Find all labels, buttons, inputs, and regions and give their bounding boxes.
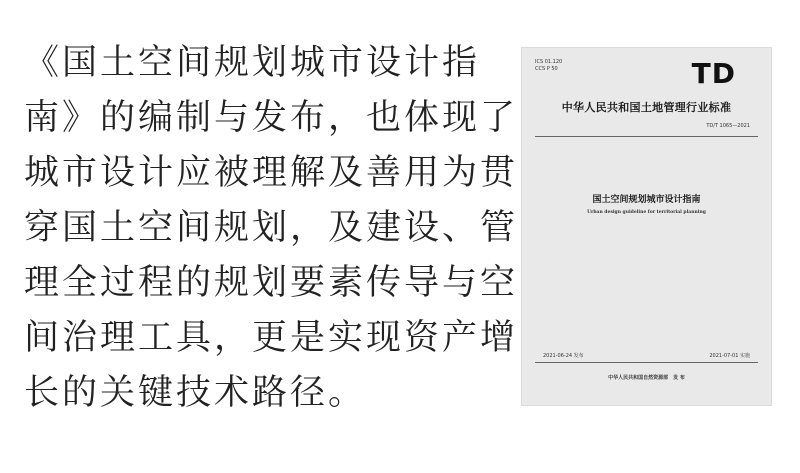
cover-classification: [535, 59, 562, 73]
cover-divider-top: [535, 136, 758, 137]
cover-logo: TD: [691, 57, 736, 90]
cover-standard-type: 中华人民共和国土地管理行业标准: [561, 101, 732, 114]
cover-issue-date: 2021-06-24 发布: [543, 353, 584, 359]
cover-ccs: CCS P 50: [535, 66, 558, 72]
cover-standard-code: TD/T 1065—2021: [706, 123, 750, 129]
paragraph-line-6: 间治理工具，更是实现资产增: [24, 318, 519, 358]
paragraph-line-4: 穿国土空间规划，及建设、管: [24, 208, 519, 248]
cover-ics: ICS 01.120: [535, 59, 563, 65]
cover-divider-bottom: [535, 362, 758, 363]
cover-subtitle: Urban design guideline for territorial planning: [587, 210, 706, 215]
paragraph-line-5: 理全过程的规划要素传导与空: [24, 263, 519, 303]
cover-title: 国土空间规划城市设计指南: [592, 195, 701, 205]
paragraph-line-7: 长的关键技术路径。: [24, 373, 367, 413]
paragraph-line-1: 《国土空间规划城市设计指: [24, 43, 481, 83]
cover-issuer: 中华人民共和国自然资源部 发 布: [608, 375, 685, 381]
article-paragraph: [24, 36, 519, 421]
paragraph-line-3: 城市设计应被理解及善用为贯: [24, 153, 519, 193]
paragraph-line-2: 南》的编制与发布，也体现了: [24, 98, 519, 138]
document-cover-image: [521, 47, 772, 406]
cover-effective-date: 2021-07-01 实施: [709, 353, 750, 359]
